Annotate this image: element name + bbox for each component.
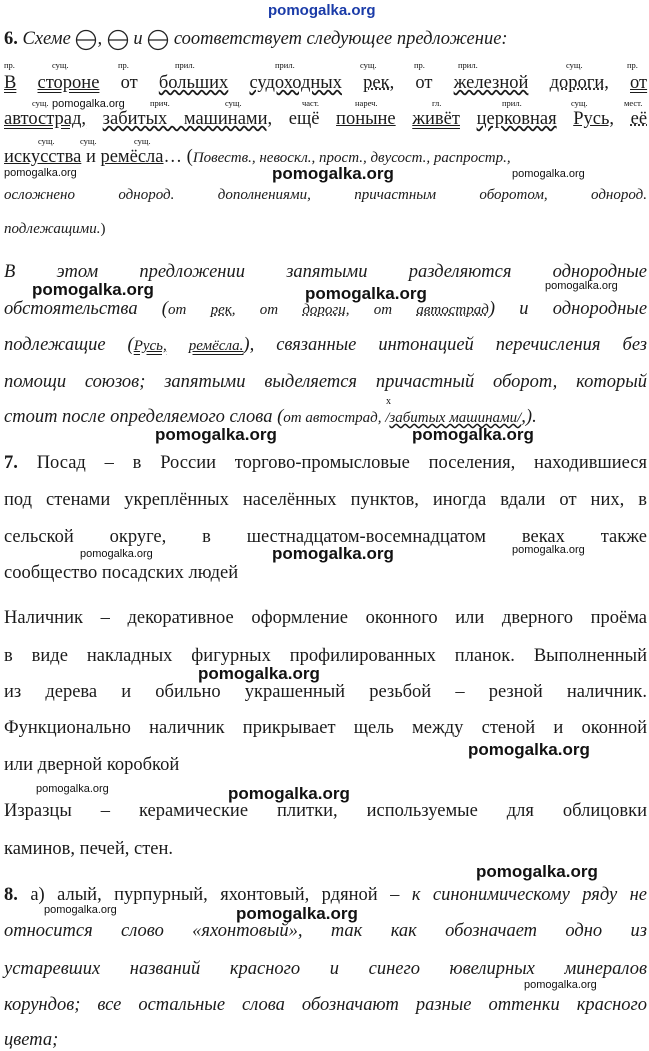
word: от	[630, 73, 648, 93]
word: ремёсла	[100, 147, 164, 167]
scheme-circle-icon-3	[147, 29, 169, 51]
gram-tag: част.	[302, 98, 320, 108]
task8-line-5: цвета;	[4, 1030, 59, 1050]
gram-tag: сущ.	[134, 136, 151, 146]
gram-tag: сущ.	[52, 60, 69, 70]
scheme-circle-icon-1	[75, 29, 97, 51]
nalichnik-line-5: или дверной коробкой	[4, 755, 180, 775]
word: автострад,	[4, 109, 87, 129]
watermark[interactable]: pomogalka.org	[198, 664, 320, 683]
text: подлежащие (	[4, 335, 134, 355]
watermark[interactable]: pomogalka.org	[524, 979, 597, 991]
task6-analysis-line-5	[4, 218, 647, 240]
explanation-line-2	[4, 298, 647, 321]
text: рек,	[210, 302, 236, 318]
word: судоходных	[249, 73, 342, 93]
word: … (	[163, 147, 193, 167]
task8-line-4: корундов; все остальные слова обозначают разные оттенки красного	[4, 995, 647, 1015]
text: от	[167, 302, 187, 318]
text: автострад	[416, 302, 489, 318]
gram-tag: прич.	[150, 98, 170, 108]
word: и	[85, 147, 96, 167]
text: от	[259, 302, 279, 318]
text: Русь,	[133, 338, 167, 354]
text: а) алый, пурпурный, яхонтовый, рдяной –	[30, 885, 400, 905]
word: больших	[158, 73, 229, 93]
word: её	[630, 109, 648, 129]
gram-tag: прил.	[275, 60, 295, 70]
izrazcy-line-1: Изразцы – керамические плитки, используемые для облицовки	[4, 801, 647, 821]
explanation-line-5	[4, 406, 647, 429]
word: искусства	[4, 147, 82, 167]
word: В	[4, 73, 17, 93]
watermark[interactable]: pomogalka.org	[4, 167, 77, 179]
text: ) и однородные	[488, 299, 648, 319]
task7-line-1	[4, 452, 647, 474]
heading-and: и	[133, 29, 143, 49]
explanation-line-4: помощи союзов; запятыми выделяется причастный оборот, который	[4, 372, 647, 392]
task8-number: 8.	[4, 885, 18, 905]
watermark[interactable]: pomogalka.org	[545, 280, 618, 292]
heading-scheme-word: Схеме	[22, 29, 71, 49]
word: ещё	[288, 109, 320, 129]
gram-tag: сущ.	[360, 60, 377, 70]
text: Посад – в России торгово-промысловые поселения, находившиеся	[36, 453, 648, 473]
task7-line-3: сельской округе, в шестнадцатом-восемнадцатом веках также	[4, 527, 647, 547]
word: рек,	[363, 73, 395, 93]
scheme-circle-icon-2	[107, 29, 129, 51]
task7-line-4: сообщество посадских людей	[4, 563, 239, 583]
gram-tag: сущ.	[38, 136, 55, 146]
word: от	[415, 73, 433, 93]
text: от автострад, /	[283, 410, 390, 426]
watermark[interactable]: pomogalka.org	[52, 98, 125, 110]
gram-tag: пр.	[627, 60, 638, 70]
task6-heading	[4, 28, 647, 51]
task8-line-1	[4, 884, 647, 906]
watermark[interactable]: pomogalka.org	[512, 168, 585, 180]
watermark[interactable]: pomogalka.org	[228, 784, 350, 803]
task7-number: 7.	[4, 453, 18, 473]
word: железной	[453, 73, 529, 93]
nalichnik-line-1: Наличник – декоративное оформление оконного или дверного проёма	[4, 608, 647, 628]
word: забитых машинами,	[102, 109, 273, 129]
text: стоит после определяемого слова (	[4, 407, 284, 427]
gram-tag: мест.	[624, 98, 643, 108]
word: дороги,	[549, 73, 609, 93]
word: от	[120, 73, 138, 93]
nalichnik-line-2: в виде накладных фигурных профилированных планок. Выполненный	[4, 646, 647, 666]
watermark[interactable]: pomogalka.org	[80, 548, 153, 560]
analysis-text: подлежащими.	[4, 221, 101, 237]
task6-sentence-line-1	[4, 72, 647, 94]
watermark[interactable]: pomogalka.org	[155, 425, 277, 444]
explanation-line-3	[4, 334, 647, 357]
gram-tag: сущ.	[225, 98, 242, 108]
nalichnik-line-3: из дерева и обильно украшенный резьбой – резной наличник.	[4, 682, 647, 702]
watermark[interactable]: pomogalka.org	[236, 904, 358, 923]
watermark[interactable]: pomogalka.org	[305, 284, 427, 303]
watermark-top[interactable]: pomogalka.org	[268, 2, 376, 19]
gram-tag: пр.	[118, 60, 129, 70]
watermark[interactable]: pomogalka.org	[412, 425, 534, 444]
word: церковная	[476, 109, 557, 129]
gram-tag: прил.	[175, 60, 195, 70]
task6-analysis-line-4: осложнено однород. дополнениями, причастным оборотом, однород.	[4, 187, 647, 203]
text: ремёсла.	[188, 338, 244, 354]
word: Русь,	[573, 109, 615, 129]
watermark[interactable]: pomogalka.org	[476, 862, 598, 881]
text: забитых машинами/	[389, 410, 522, 426]
gram-tag: прил.	[502, 98, 522, 108]
gram-tag: пр.	[414, 60, 425, 70]
word: стороне	[37, 73, 100, 93]
task6-number: 6.	[4, 29, 18, 49]
task8-line-3: устаревших названий красного и синего ювелирных минералов	[4, 959, 647, 979]
task8-line-2: относится слово «яхонтовый», так как обозначает одно из	[4, 921, 647, 941]
watermark[interactable]: pomogalka.org	[272, 544, 394, 563]
analysis-text: Повеств., невоскл., прост., двусост., распростр.,	[192, 150, 511, 166]
text: к синонимическому ряду не	[411, 885, 648, 905]
heading-comma: ,	[97, 29, 103, 49]
gram-tag: пр.	[4, 60, 15, 70]
word: живёт	[412, 109, 460, 129]
text: ), связанные интонацией перечисления без	[243, 335, 648, 355]
gram-tag: сущ.	[80, 136, 97, 146]
text: дороги,	[302, 302, 350, 318]
gram-tag: прил.	[458, 60, 478, 70]
heading-text: соответствует следующее предложение:	[173, 29, 508, 49]
izrazcy-line-2: каминов, печей, стен.	[4, 839, 174, 859]
closing-paren: )	[100, 221, 106, 237]
gram-tag: сущ.	[571, 98, 588, 108]
nalichnik-line-4: Функционально наличник прикрывает щель между стеной и оконной	[4, 718, 647, 738]
gram-tag: гл.	[432, 98, 442, 108]
gram-tag: сущ.	[32, 98, 49, 108]
word: поныне	[336, 109, 396, 129]
text: от	[373, 302, 393, 318]
watermark[interactable]: pomogalka.org	[512, 544, 585, 556]
watermark[interactable]: pomogalka.org	[272, 164, 394, 183]
watermark[interactable]: pomogalka.org	[32, 280, 154, 299]
explanation-line-1: В этом предложении запятыми разделяются однородные	[4, 262, 647, 282]
task7-line-2: под стенами укреплённых населённых пунктов, иногда вдали от них, в	[4, 490, 647, 510]
text: ,).	[521, 407, 537, 427]
gram-tag: нареч.	[355, 98, 378, 108]
text: обстоятельства (	[4, 299, 168, 319]
gram-tag: сущ.	[566, 60, 583, 70]
watermark[interactable]: pomogalka.org	[44, 904, 117, 916]
x-mark: x	[386, 396, 391, 407]
watermark[interactable]: pomogalka.org	[36, 783, 109, 795]
task6-sentence-line-2	[4, 108, 647, 130]
watermark[interactable]: pomogalka.org	[468, 740, 590, 759]
